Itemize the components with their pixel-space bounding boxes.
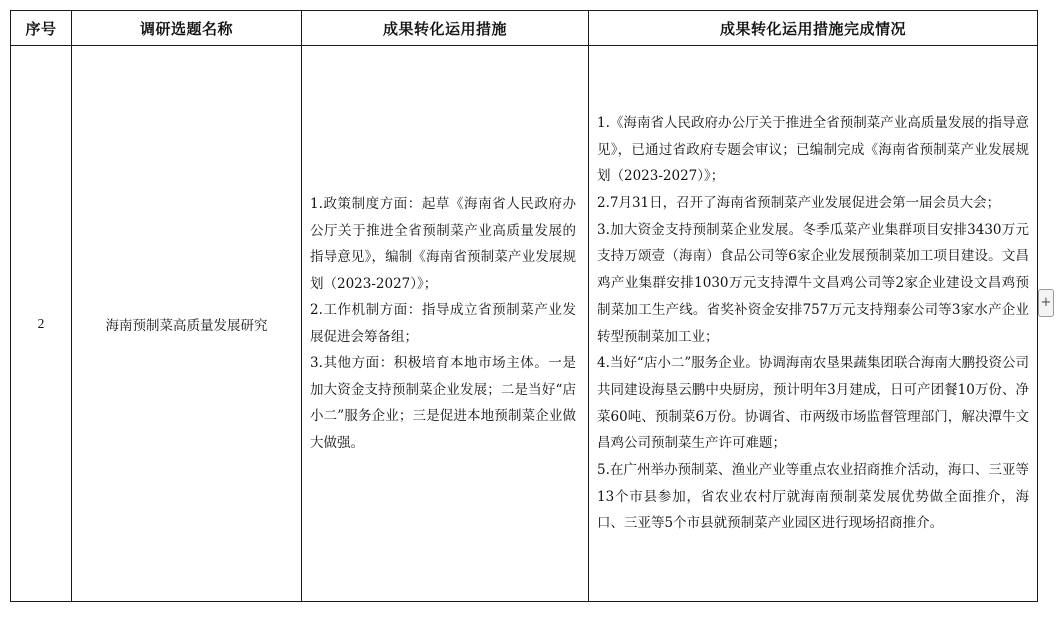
header-completion-status: 成果转化运用措施完成情况 bbox=[589, 11, 1038, 46]
status-item-2: 2.7月31日，召开了海南省预制菜产业发展促进会第一届会员大会； bbox=[597, 194, 1001, 211]
header-serial-number: 序号 bbox=[11, 11, 72, 46]
header-measures: 成果转化运用措施 bbox=[302, 11, 589, 46]
cell-completion-status bbox=[589, 46, 1038, 602]
status-item-4: 4.当好“店小二”服务企业。协调海南农垦果蔬集团联合海南大鹏投资公司共同建设海垦云鹏中央厨房，预计明年3月建成，日可产团餐10万份、净菜60吨、预制菜6万份。协调省、市两级市场监督管理部门，解决潭牛文昌鸡公司预制菜生产许可难题； bbox=[597, 355, 1029, 452]
table-row bbox=[11, 46, 1038, 602]
measure-item-3: 3.其他方面：积极培育本地市场主体。一是加大资金支持预制菜企业发展；二是当好“店小二”服务企业；三是促进本地预制菜企业做大做强。 bbox=[310, 355, 576, 451]
expand-column-button[interactable]: + bbox=[1038, 289, 1054, 317]
header-row bbox=[11, 11, 1038, 46]
cell-topic-name: 海南预制菜高质量发展研究 bbox=[72, 46, 302, 602]
measure-item-1: 1.政策制度方面：起草《海南省人民政府办公厅关于推进全省预制菜产业高质量发展的指导意见》，编制《海南省预制菜产业发展规划（2023-2027）》； bbox=[310, 196, 576, 292]
status-item-3: 3.加大资金支持预制菜企业发展。冬季瓜菜产业集群项目安排3430万元支持万颂壹（海南）食品公司等6家企业发展预制菜加工项目建设。文昌鸡产业集群安排1030万元支持潭牛文昌鸡公司等2家企业建设文昌鸡预制菜加工生产线。省奖补资金安排757万元支持翔泰公司等3家水产企业转型预制菜加工业； bbox=[597, 221, 1029, 345]
cell-serial-number: 2 bbox=[11, 46, 72, 602]
measure-item-2: 2.工作机制方面：指导成立省预制菜产业发展促进会筹备组； bbox=[310, 302, 576, 345]
status-item-5: 5.在广州举办预制菜、渔业产业等重点农业招商推介活动，海口、三亚等13个市县参加，省农业农村厅就海南预制菜发展优势做全面推介，海口、三亚等5个市县就预制菜产业园区进行现场招商推介。 bbox=[597, 462, 1029, 532]
header-topic-name: 调研选题名称 bbox=[72, 11, 302, 46]
cell-measures bbox=[302, 46, 589, 602]
achievement-table bbox=[10, 10, 1038, 602]
status-item-1: 1.《海南省人民政府办公厅关于推进全省预制菜产业高质量发展的指导意见》，已通过省政府专题会审议；已编制完成《海南省预制菜产业发展规划（2023-2027）》； bbox=[597, 114, 1029, 185]
